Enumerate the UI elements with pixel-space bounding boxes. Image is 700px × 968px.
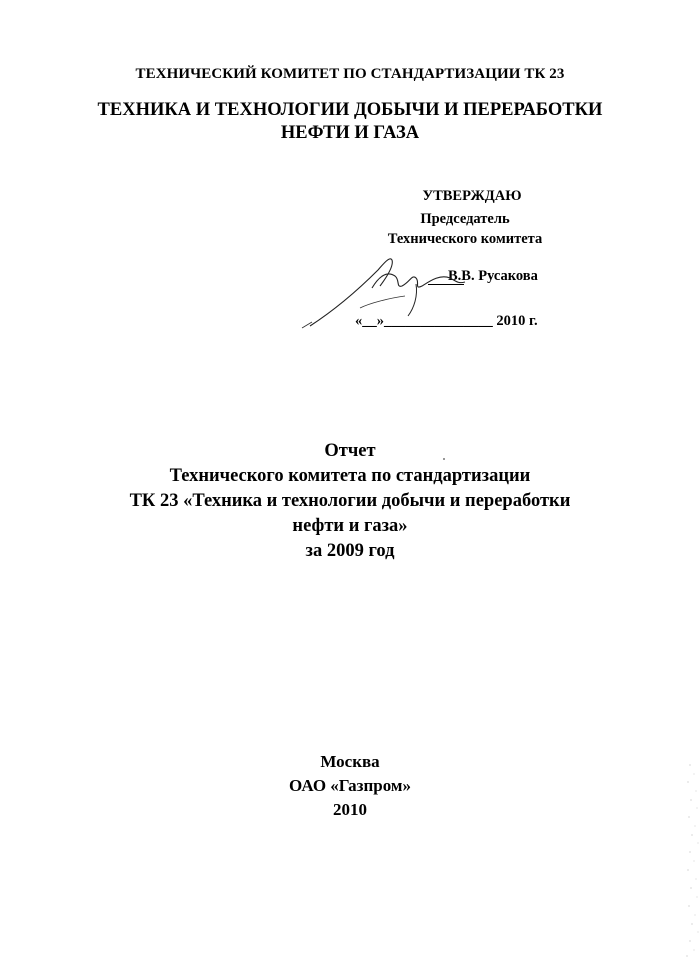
approval-word: УТВЕРЖДАЮ: [422, 188, 522, 204]
committee-subject-line-1: ТЕХНИКА И ТЕХНОЛОГИИ ДОБЫЧИ И ПЕРЕРАБОТКИ: [97, 100, 603, 120]
title-line-3: ТК 23 «Техника и технологии добычи и переработки: [129, 491, 571, 511]
title-line-4: нефти и газа»: [292, 516, 408, 536]
approver-position: Председатель: [420, 211, 510, 227]
committee-subject-line-2: НЕФТИ И ГАЗА: [280, 123, 420, 143]
title-line-5: за 2009 год: [305, 541, 395, 561]
publication-year: 2010: [333, 800, 367, 819]
publication-city: Москва: [320, 752, 380, 771]
organization-heading: ТЕХНИЧЕСКИЙ КОМИТЕТ ПО СТАНДАРТИЗАЦИИ ТК 23: [135, 66, 565, 82]
scan-speck: [443, 458, 445, 460]
publisher-name: ОАО «Газпром»: [289, 776, 411, 795]
title-line-1: Отчет: [324, 441, 376, 461]
approver-committee: Технического комитета: [387, 231, 543, 247]
handwritten-signature: [300, 248, 470, 333]
scan-noise-edge: [670, 760, 700, 960]
approval-date-line: «__»_______________ 2010 г.: [355, 313, 538, 329]
approver-name: В.В. Русакова: [448, 268, 538, 284]
title-line-2: Технического комитета по стандартизации: [169, 466, 531, 486]
